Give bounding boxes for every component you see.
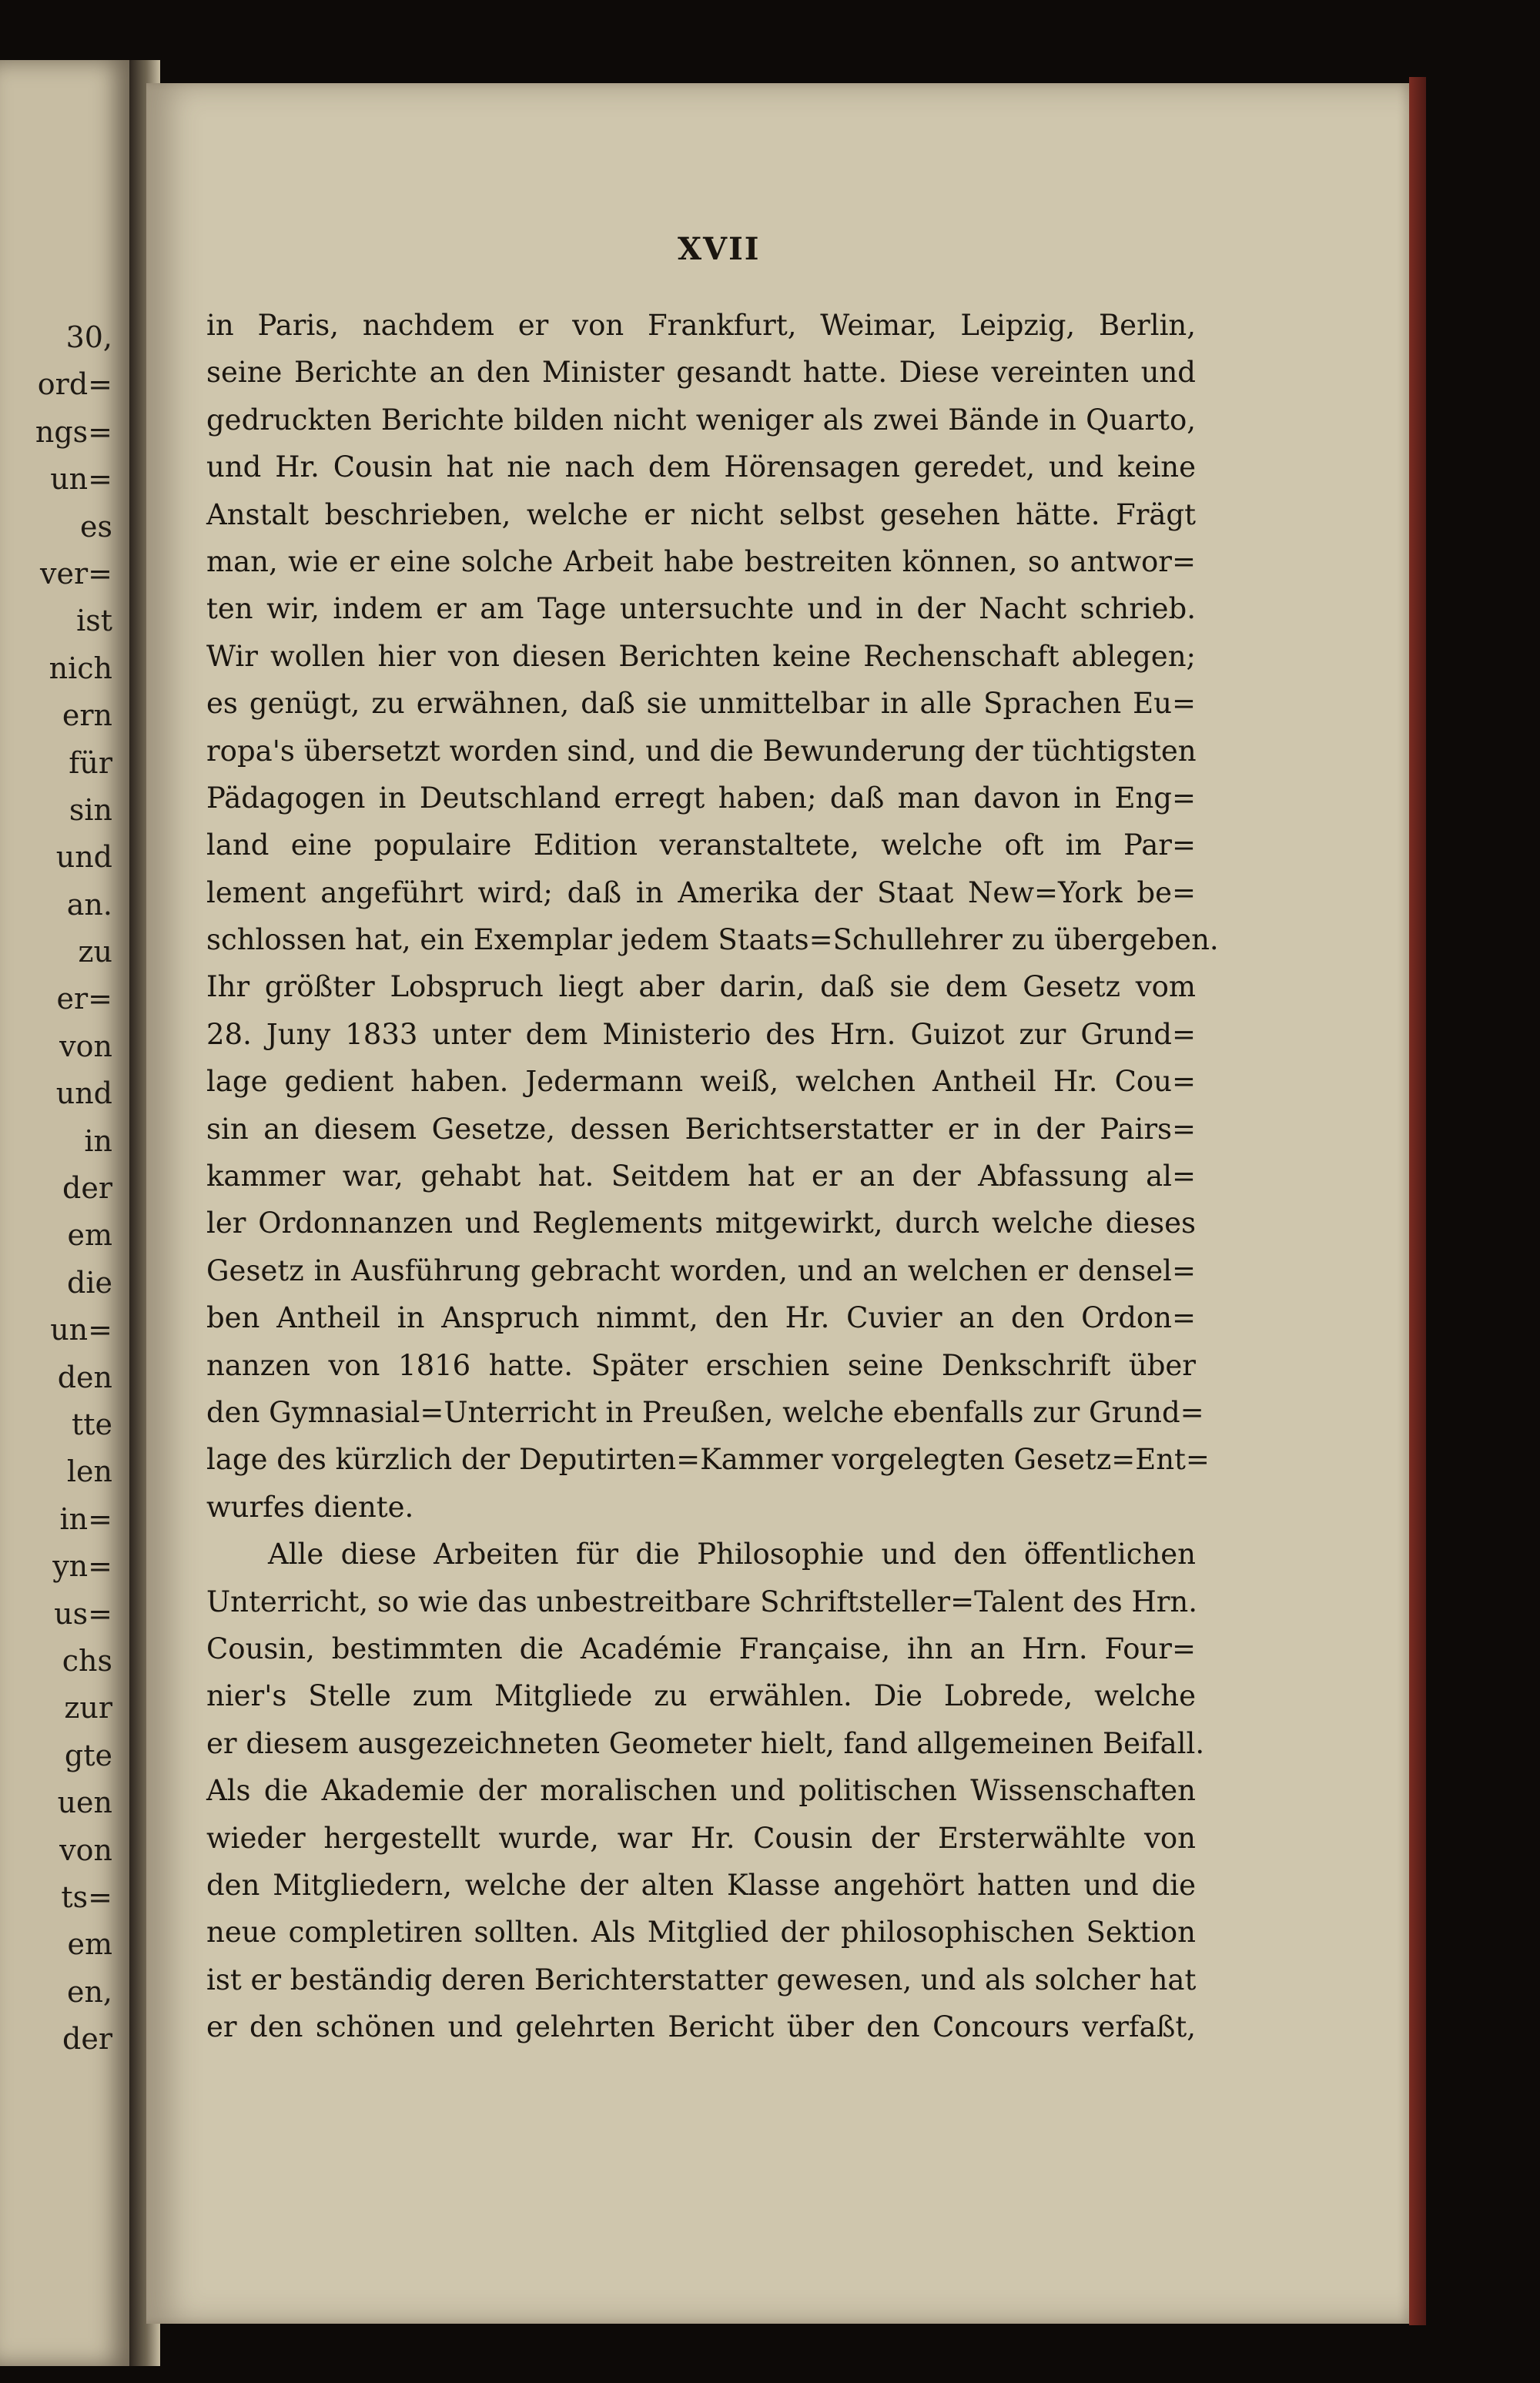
text-line: ten wir, indem er am Tage untersuchte und in der Nacht schrieb. [206, 592, 1196, 626]
fragment: und [55, 840, 112, 875]
fragment: der [62, 1171, 112, 1206]
previous-page-text [35, 314, 112, 2063]
text-line: Cousin, bestimmten die Académie Française, ihn an Hrn. Four= [206, 1632, 1196, 1665]
text-line: ist er beständig deren Berichterstatter gewesen, und als solcher hat [206, 1963, 1197, 1996]
fragment: den [57, 1360, 112, 1394]
fragment: zur [64, 1691, 112, 1725]
text-line: er den schönen und gelehrten Bericht über den Concours verfaßt, [206, 2010, 1196, 2044]
text-line: schlossen hat, ein Exemplar jedem Staats=Schullehrer zu übergeben. [206, 923, 1219, 957]
fragment: ern [62, 698, 112, 733]
text-line: kammer war, gehabt hat. Seitdem hat er an der Abfassung al= [206, 1160, 1196, 1193]
fragment: un= [50, 1313, 112, 1347]
text-line: seine Berichte an den Minister gesandt hatte. Diese vereinten und [206, 356, 1196, 390]
text-line: gedruckten Berichte bilden nicht weniger als zwei Bände in Quarto, [206, 403, 1196, 437]
text-line: Unterricht, so wie das unbestreitbare Schriftsteller=Talent des Hrn. [206, 1585, 1197, 1618]
fragment: von [59, 1029, 112, 1063]
text-line: und Hr. Cousin hat nie nach dem Hörensagen geredet, und keine [206, 450, 1196, 484]
text-line: er diesem ausgezeichneten Geometer hielt, fand allgemeinen Beifall. [206, 1726, 1205, 1760]
text-line: nanzen von 1816 hatte. Später erschien seine Denkschrift über [206, 1348, 1196, 1382]
fragment: em [67, 1218, 112, 1253]
text-line: neue completiren sollten. Als Mitglied der philosophischen Sektion [206, 1916, 1196, 1950]
fragment: ts= [61, 1879, 112, 1914]
text-line: Anstalt beschrieben, welche er nicht selbst gesehen hätte. Frägt [206, 497, 1196, 531]
text-line: lement angeführt wird; daß in Amerika der Staat New=York be= [206, 875, 1196, 909]
text-line: 28. Juny 1833 unter dem Ministerio des Hrn. Guizot zur Grund= [206, 1017, 1196, 1051]
text-line: wieder hergestellt wurde, war Hr. Cousin der Ersterwählte von [206, 1821, 1196, 1855]
fragment: an. [66, 887, 112, 922]
fragment: us= [54, 1596, 112, 1631]
text-line: sin an diesem Gesetze, dessen Berichtserstatter er in der Pairs= [206, 1112, 1196, 1146]
text-line: wurfes diente. [206, 1490, 414, 1524]
book-edge [1409, 77, 1426, 2325]
fragment: 30, [65, 320, 112, 354]
fragment: gte [64, 1738, 112, 1772]
text-line: den Gymnasial=Unterricht in Preußen, welche ebenfalls zur Grund= [206, 1395, 1204, 1429]
fragment: es [80, 509, 112, 544]
fragment: und [55, 1076, 112, 1111]
fragment: nich [49, 651, 112, 685]
fragment: zu [78, 935, 112, 969]
fragment: un= [50, 462, 112, 497]
text-line: den Mitgliedern, welche der alten Klasse angehört hatten und die [206, 1868, 1196, 1902]
fragment: von [59, 1832, 112, 1867]
text-line: Alle diese Arbeiten für die Philosophie und den öffentlichen [268, 1538, 1196, 1571]
text-line: Pädagogen in Deutschland erregt haben; daß man davon in Eng= [206, 781, 1196, 815]
text-line: lage des kürzlich der Deputirten=Kammer vorgelegten Gesetz=Ent= [206, 1443, 1210, 1477]
fragment: für [69, 745, 112, 780]
fragment: er= [56, 982, 112, 1016]
text-line: ler Ordonnanzen und Reglements mitgewirkt, durch welche dieses [206, 1207, 1196, 1240]
fragment: en, [66, 1974, 112, 2009]
fragment: der [62, 2022, 112, 2057]
fragment: sin [69, 792, 112, 827]
previous-page [0, 60, 129, 2366]
fragment: ver= [40, 556, 112, 591]
text-line: ropa's übersetzt worden sind, und die Bewunderung der tüchtigsten [206, 734, 1197, 768]
text-line: Ihr größter Lobspruch liegt aber darin, daß sie dem Gesetz vom [206, 970, 1196, 1004]
fragment: chs [62, 1643, 112, 1678]
fragment: die [67, 1265, 112, 1300]
text-line: land eine populaire Edition veranstaltete, welche oft im Par= [206, 828, 1196, 862]
fragment: yn= [52, 1549, 112, 1584]
text-line: Wir wollen hier von diesen Berichten keine Rechenschaft ablegen; [206, 639, 1196, 673]
fragment: tte [71, 1407, 112, 1441]
text-line: es genügt, zu erwähnen, daß sie unmittelbar in alle Sprachen Eu= [206, 687, 1196, 721]
text-line: nier's Stelle zum Mitgliede zu erwählen. Die Lobrede, welche [206, 1679, 1196, 1713]
text-line: in Paris, nachdem er von Frankfurt, Weimar, Leipzig, Berlin, [206, 309, 1196, 342]
text-line: man, wie er eine solche Arbeit habe bestreiten können, so antwor= [206, 544, 1196, 578]
fragment: len [66, 1454, 112, 1489]
fragment: uen [57, 1786, 112, 1820]
text-line: ben Antheil in Anspruch nimmt, den Hr. Cuvier an den Ordon= [206, 1301, 1196, 1335]
text-line: lage gedient haben. Jedermann weiß, welchen Antheil Hr. Cou= [206, 1065, 1196, 1099]
fragment: in [84, 1123, 112, 1158]
body-text [206, 302, 1219, 2050]
fragment: ord= [37, 367, 112, 402]
text-line: Gesetz in Ausführung gebracht worden, und an welchen er densel= [206, 1253, 1196, 1287]
fragment: in= [59, 1501, 112, 1536]
page-number: XVII [678, 231, 761, 267]
fragment: ngs= [35, 414, 112, 449]
fragment: em [67, 1927, 112, 1962]
text-line: Als die Akademie der moralischen und politischen Wissenschaften [206, 1774, 1196, 1808]
fragment: ist [76, 604, 112, 638]
